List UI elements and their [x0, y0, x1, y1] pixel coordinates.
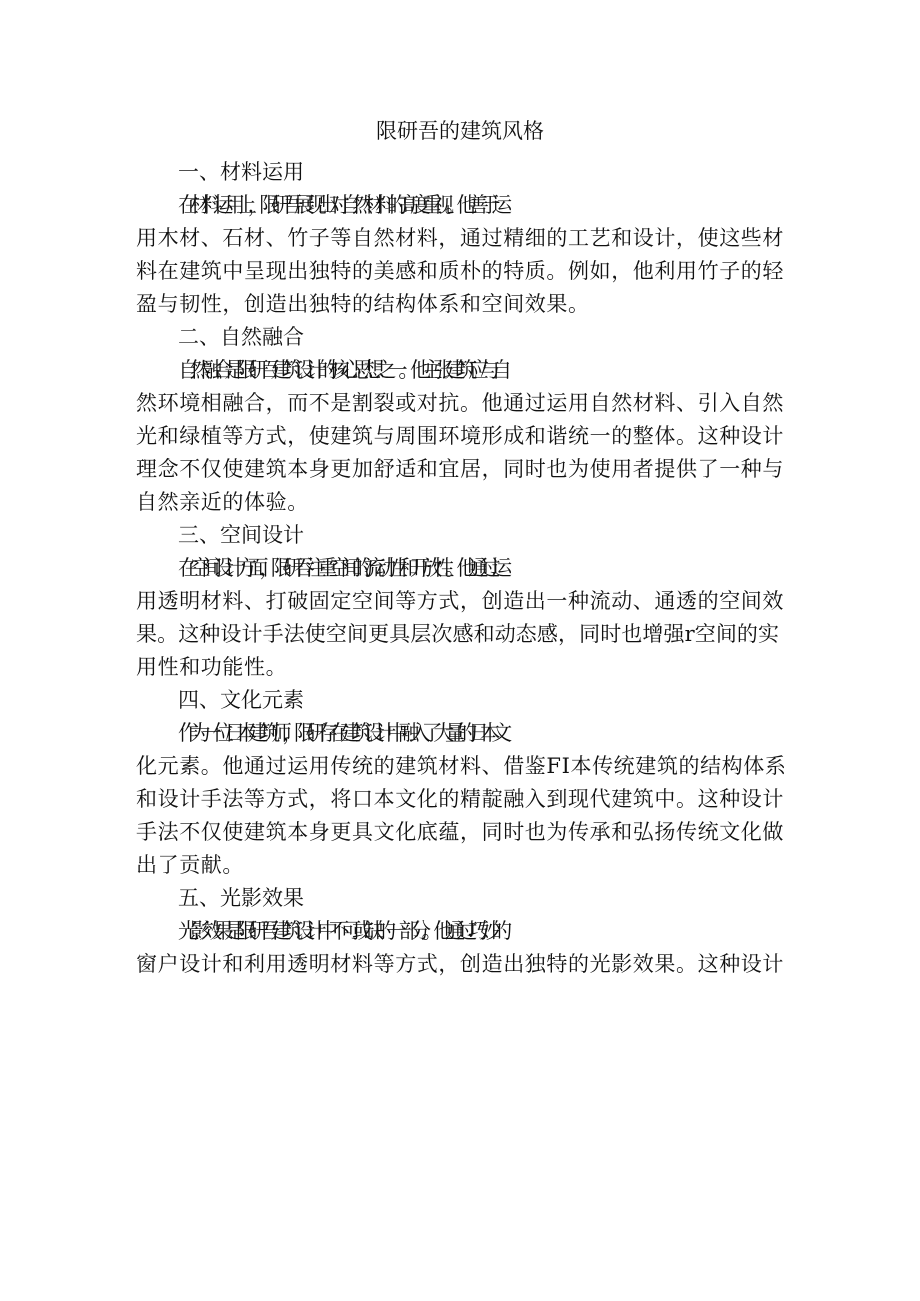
section-paragraph: [136, 552, 786, 684]
paragraph-line: 在空间设计方面，限研吞注重空间的流动性和开放性。他通过运: [178, 556, 503, 580]
section-paragraph: [136, 354, 786, 519]
section-heading: 一、材料运用: [178, 160, 304, 184]
paragraph-line: 自然亲近的体验。: [136, 490, 309, 514]
paragraph-line: 用性和功能性。: [136, 655, 288, 679]
paragraph-line: 化元素。他通过运用传统的建筑材料、借鉴FI本传统建筑的结构体系: [136, 754, 787, 778]
paragraph-line: 理念不仅使建筑本身更加舒适和宜居，同时也为使用者提供了一种与: [136, 457, 784, 481]
section-space-design: [136, 519, 786, 684]
paragraph-line: 果。这种设计手法使空间更具层次感和动态感，同时也增强r空间的实: [136, 622, 780, 646]
paragraph-line: 料在建筑中呈现出独特的美感和质朴的特质。例如，他利用竹子的轻: [136, 259, 784, 283]
paragraph-line: 出了贡献。: [136, 853, 244, 877]
section-heading: 二、自然融合: [178, 325, 304, 349]
section-nature-integration: [136, 321, 786, 519]
paragraph-line: 窗户设计和利用透明材料等方式，创造出独特的光影效果。这种设计: [136, 952, 784, 976]
section-heading: 五、光影效果: [178, 886, 304, 910]
paragraph-line: 作为一位日本建筑师，限研存在建筑设计中融入了大量的日本文: [178, 721, 503, 745]
paragraph-line: 盈与韧性，创造出独特的结构体系和空间效果。: [136, 292, 590, 316]
paragraph-line: 用透明材料、打破固定空间等方式，创造出一种流动、通透的空间效: [136, 589, 784, 613]
paragraph-line: 然环境相融合，而不是割裂或对抗。他通过运用自然材料、引入自然: [136, 391, 784, 415]
section-paragraph: [136, 915, 786, 981]
section-paragraph: [136, 717, 786, 882]
section-light-shadow: [136, 882, 786, 981]
section-heading: 三、空间设计: [178, 523, 304, 547]
section-heading: 四、文化元素: [178, 688, 304, 712]
paragraph-line: 和设计手法等方式，将口本文化的精靛融入到现代建筑中。这种设计: [136, 787, 784, 811]
document-body: [136, 156, 786, 981]
section-paragraph: [136, 189, 786, 321]
paragraph-line: 在材料运用上，限研吾展现出对自然材料的高度重视。他善于运: [178, 193, 503, 217]
section-materials: [136, 156, 786, 321]
paragraph-line: 光影效果是限研吾建筑设计中不可或缺的一部分。他通过巧妙的: [178, 919, 503, 943]
paragraph-line: 光和绿植等方式，使建筑与周围环境形成和谐统一的整体。这种设计: [136, 424, 784, 448]
section-cultural-elements: [136, 684, 786, 882]
paragraph-line: 自然融合是限研百建筑设计的核心思想之一。他主张建筑应与自: [178, 358, 503, 382]
document-title: 限研吾的建筑风格: [376, 119, 544, 143]
paragraph-line: 手法不仅使建筑本身更具文化底蕴，同时也为传承和弘扬传统文化做: [136, 820, 784, 844]
paragraph-line: 用木材、石材、竹子等自然材料，通过精细的工艺和设计，使这些材: [136, 226, 784, 250]
